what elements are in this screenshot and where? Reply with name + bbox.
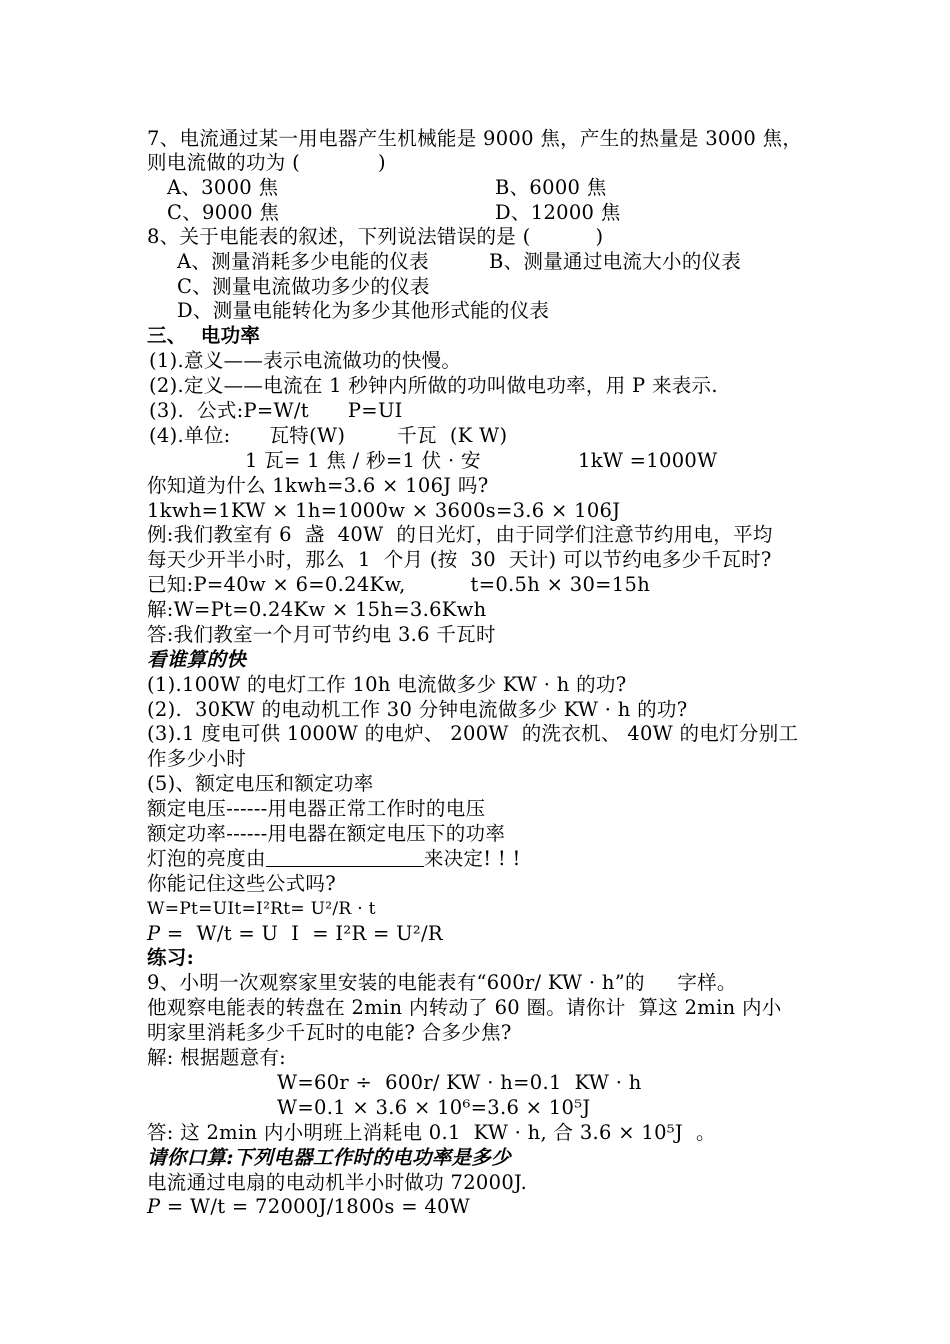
quick-calc-3-line-2: 作多少小时	[147, 747, 247, 770]
power-meaning: (1).意义——表示电流做功的快慢。	[149, 349, 462, 372]
question-9-line-1: 9、小明一次观察家里安装的电能表有“600r/ KW · h”的 字样。	[147, 971, 737, 994]
fan-question: 电流通过电扇的电动机半小时做功 72000J.	[147, 1171, 528, 1194]
power-symbol: P	[147, 922, 161, 945]
brightness-suffix: 来决定! ! !	[423, 847, 521, 870]
mental-calc-heading: 请你口算:下列电器工作时的电功率是多少	[147, 1146, 511, 1169]
example-answer: 答:我们教室一个月可节约电 3.6 千瓦时	[147, 623, 496, 646]
question-9-line-2: 他观察电能表的转盘在 2min 内转动了 60 圈。请你计 算这 2min 内小	[147, 996, 782, 1019]
question-9-line-3: 明家里消耗多少千瓦时的电能? 合多少焦?	[147, 1021, 512, 1044]
brightness-line	[147, 847, 521, 871]
fill-in-blank	[266, 848, 424, 867]
section-heading-power: 三、 电功率	[147, 324, 261, 347]
unit-conversion-2: 1kW =1000W	[578, 449, 718, 472]
kwh-derivation: 1kwh=1KW × 1h=1000w × 3600s=3.6 × 106J	[147, 499, 621, 522]
q7-option-b: B、6000 焦	[495, 176, 607, 199]
rated-voltage: 额定电压------用电器正常工作时的电压	[147, 797, 486, 820]
q7-option-d: D、12000 焦	[495, 201, 621, 224]
power-definition: (2).定义——电流在 1 秒钟内所做的功叫做电功率，用 P 来表示.	[149, 374, 718, 397]
q9-solution-intro: 解: 根据题意有:	[147, 1046, 287, 1069]
example-line-1: 例:我们教室有 6 盏 40W 的日光灯，由于同学们注意节约用电，平均	[147, 523, 773, 546]
power-formula-text: = W/t = U I = I²R = U²/R	[160, 922, 443, 945]
question-8-line-1: 8、关于电能表的叙述，下列说法错误的是 ( )	[147, 225, 604, 248]
q9-solution-step-1: W=60r ÷ 600r/ KW · h=0.1 KW · h	[277, 1071, 642, 1094]
q8-option-a: A、测量消耗多少电能的仪表	[177, 250, 429, 273]
quick-calc-3-line-1: (3).1 度电可供 1000W 的电炉、 200W 的洗衣机、 40W 的电灯分别工	[147, 722, 799, 745]
power-formula-line	[147, 922, 443, 946]
rated-power: 额定功率------用电器在额定电压下的功率	[147, 822, 506, 845]
fan-power-line	[147, 1195, 470, 1219]
q8-option-d: D、测量电能转化为多少其他形式能的仪表	[177, 299, 550, 322]
rated-heading: (5)、额定电压和额定功率	[147, 772, 374, 795]
quick-calc-heading: 看谁算的快	[147, 648, 247, 671]
formula-question: 你能记住这些公式吗?	[147, 872, 336, 895]
q7-option-c: C、9000 焦	[167, 201, 280, 224]
q9-solution-step-2: W=0.1 × 3.6 × 10⁶=3.6 × 10⁵J	[277, 1096, 591, 1119]
fan-power-text: = W/t = 72000J/1800s = 40W	[160, 1195, 471, 1218]
unit-conversion-1: 1 瓦= 1 焦 / 秒=1 伏 · 安	[245, 449, 481, 472]
quick-calc-1: (1).100W 的电灯工作 10h 电流做多少 KW · h 的功?	[147, 673, 627, 696]
brightness-prefix: 灯泡的亮度由	[147, 847, 266, 870]
example-known: 已知:P=40w × 6=0.24Kw, t=0.5h × 30=15h	[147, 573, 651, 596]
power-unit: (4).单位: 瓦特(W) 千瓦 (K W)	[149, 424, 508, 447]
practice-heading: 练习:	[147, 946, 195, 969]
question-7-line-2: 则电流做的功为 ( )	[147, 151, 386, 174]
fan-power-symbol: P	[147, 1195, 161, 1218]
kwh-question: 你知道为什么 1kwh=3.6 × 106J 吗?	[147, 474, 489, 497]
example-line-2: 每天少开半小时，那么 1 个月 (按 30 天计) 可以节约电多少千瓦时?	[147, 548, 772, 571]
quick-calc-2: (2). 30KW 的电动机工作 30 分钟电流做多少 KW · h 的功?	[147, 698, 688, 721]
power-formula: (3). 公式:P=W/t P=UI	[149, 399, 403, 422]
example-solution: 解:W=Pt=0.24Kw × 15h=3.6Kwh	[147, 598, 487, 621]
question-7-line-1: 7、电流通过某一用电器产生机械能是 9000 焦，产生的热量是 3000 焦，	[147, 127, 803, 150]
q9-answer: 答: 这 2min 内小明班上消耗电 0.1 KW · h, 合 3.6 × 10⁵J 。	[147, 1121, 716, 1144]
q7-option-a: A、3000 焦	[167, 176, 279, 199]
q8-option-c: C、测量电流做功多少的仪表	[177, 275, 430, 298]
q8-option-b: B、测量通过电流大小的仪表	[489, 250, 742, 273]
work-formula: W=Pt=UIt=I²Rt= U²/R · t	[147, 899, 376, 919]
